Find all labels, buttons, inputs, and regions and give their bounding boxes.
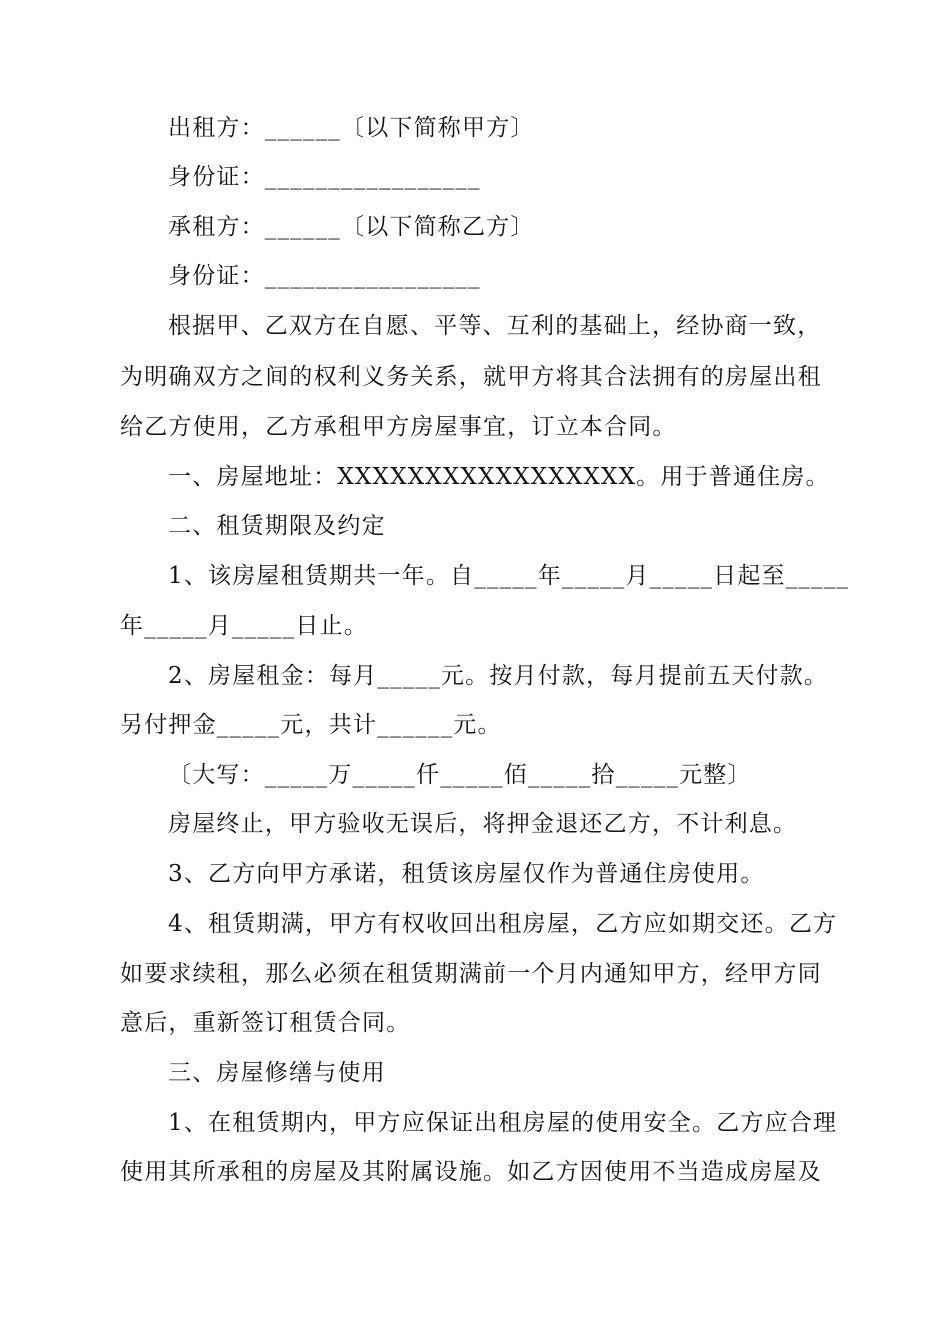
clause-line: 1、该房屋租赁期共一年。自_____年_____月_____日起至_____ <box>168 563 850 589</box>
clause-line: 2、房屋租金：每月_____元。按月付款，每月提前五天付款。 <box>168 663 829 689</box>
clause-line: 另付押金_____元，共计______元。 <box>120 712 502 738</box>
clause-line: 4、租赁期满，甲方有权收回出租房屋，乙方应如期交还。乙方 <box>168 911 838 937</box>
preamble-line: 根据甲、乙双方在自愿、平等、互利的基础上，经协商一致， <box>168 313 822 339</box>
clause-line: 1、在租赁期内，甲方应保证出租房屋的使用安全。乙方应合理 <box>168 1110 838 1136</box>
section-heading-address: 一、房屋地址：XXXXXXXXXXXXXXXXX。用于普通住房。 <box>168 464 830 490</box>
lessee-line: 承租方：______〔以下简称乙方〕 <box>168 214 535 240</box>
lessor-id-line: 身份证：_________________ <box>168 164 481 190</box>
lessor-line: 出租方：______〔以下简称甲方〕 <box>168 115 535 141</box>
clause-line: 如要求续租，那么必须在租赁期满前一个月内通知甲方，经甲方同 <box>120 961 822 987</box>
preamble-line: 为明确双方之间的权利义务关系，就甲方将其合法拥有的房屋出租 <box>120 364 822 390</box>
clause-line: 年_____月_____日止。 <box>120 613 368 639</box>
lessee-id-line: 身份证：_________________ <box>168 263 481 289</box>
clause-line: 房屋终止，甲方验收无误后，将押金退还乙方，不计利息。 <box>168 811 798 837</box>
section-heading-repair: 三、房屋修缮与使用 <box>168 1060 386 1086</box>
section-heading-term: 二、租赁期限及约定 <box>168 513 386 539</box>
clause-line: 使用其所承租的房屋及其附属设施。如乙方因使用不当造成房屋及 <box>120 1159 822 1185</box>
clause-line: 〔大写：_____万_____仟_____佰_____拾_____元整〕 <box>168 762 752 788</box>
clause-line: 3、乙方向甲方承诺，租赁该房屋仅作为普通住房使用。 <box>168 861 765 887</box>
clause-line: 意后，重新签订租赁合同。 <box>120 1010 411 1036</box>
preamble-line: 给乙方使用，乙方承租甲方房屋事宜，订立本合同。 <box>120 414 677 440</box>
